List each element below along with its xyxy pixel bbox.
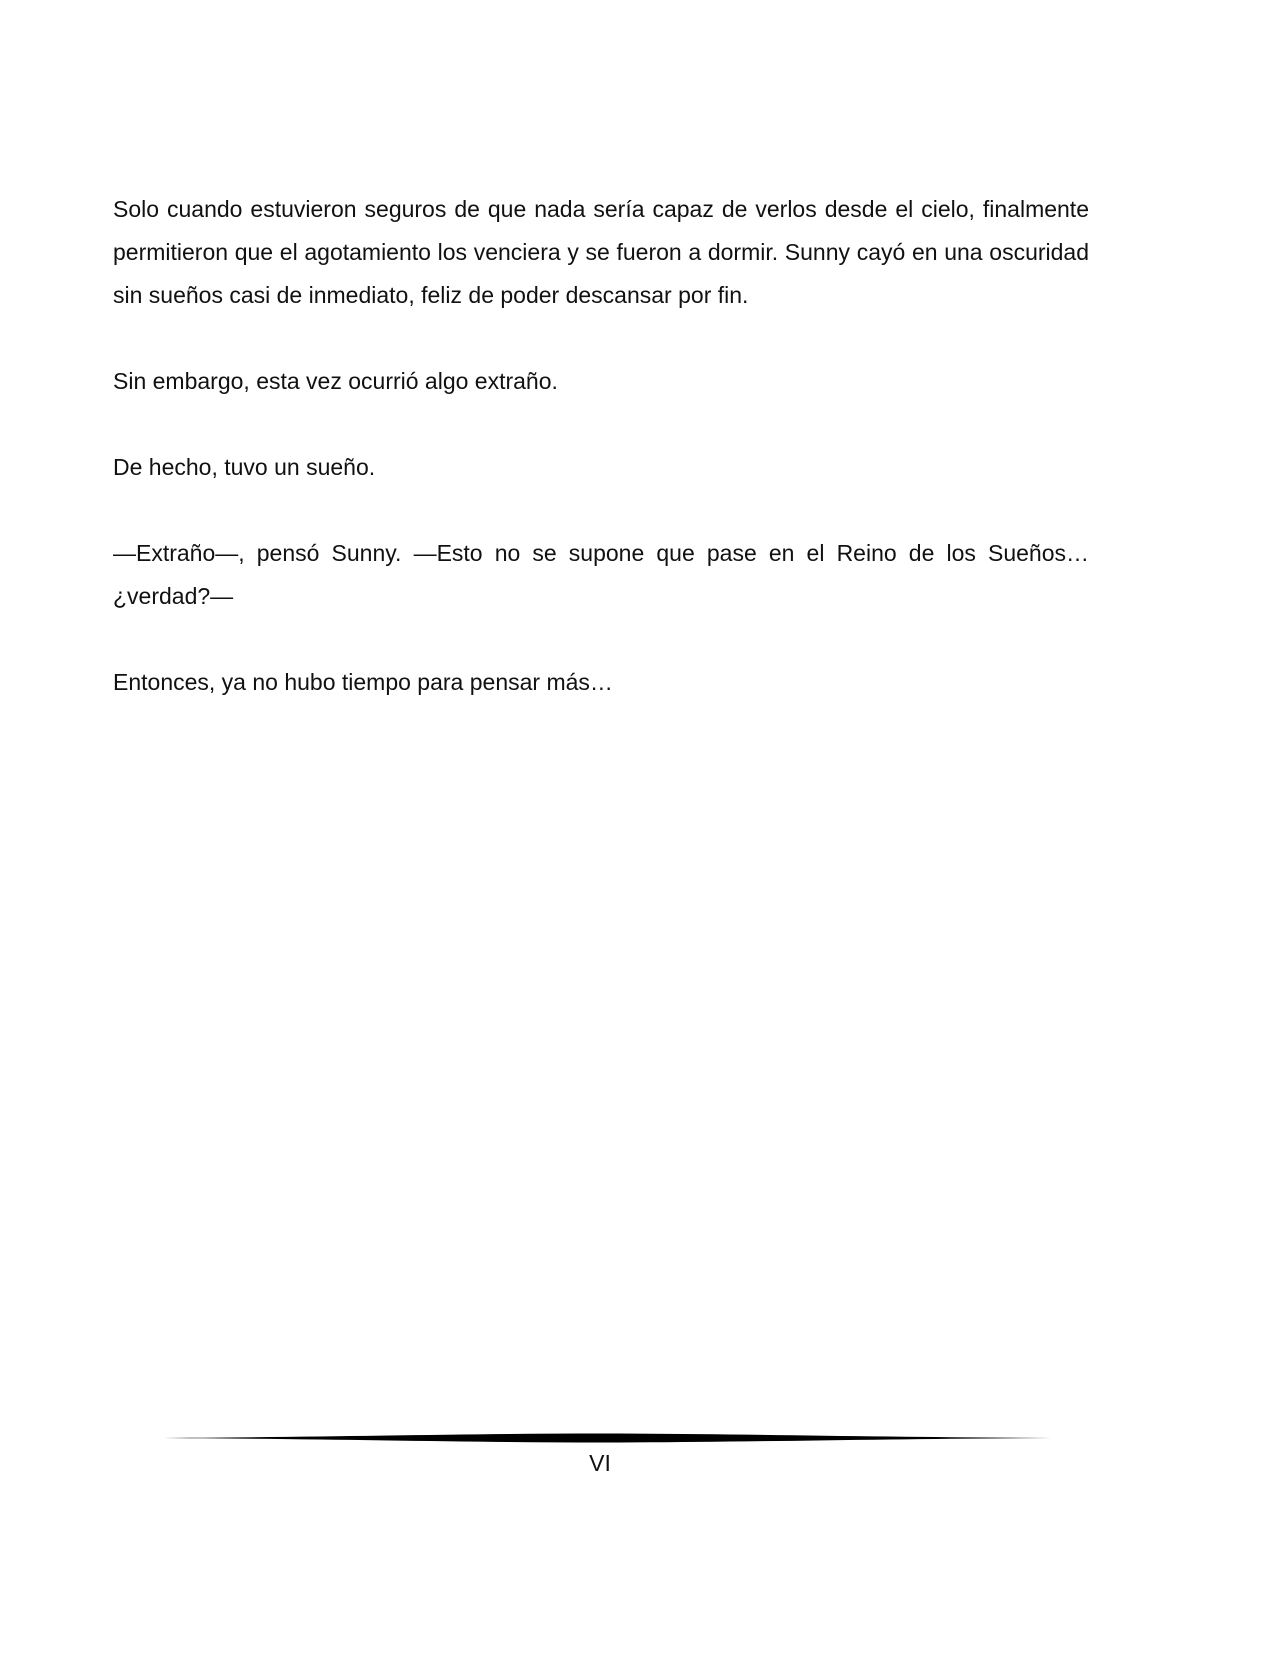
paragraph-2: Sin embargo, esta vez ocurrió algo extraño. [113,368,558,394]
paragraph-3: De hecho, tuvo un sueño. [113,454,376,480]
paragraph-1: Solo cuando estuvieron seguros de que nada sería capaz de verlos desde el cielo, finalmente permitieron que el agotamiento los venciera y se fueron a dormir. Sunny cayó en una oscuridad sin sueños casi de inmediato, feliz de poder descansar por fin. [113,196,1089,308]
footer-divider [150,1432,1052,1444]
paragraph-4: —Extraño—, pensó Sunny. —Esto no se supone que pase en el Reino de los Sueños… ¿verdad?— [113,540,1089,609]
page-body [113,188,1089,747]
page-number: VI [589,1450,611,1476]
paragraph-5: Entonces, ya no hubo tiempo para pensar más… [113,669,613,695]
